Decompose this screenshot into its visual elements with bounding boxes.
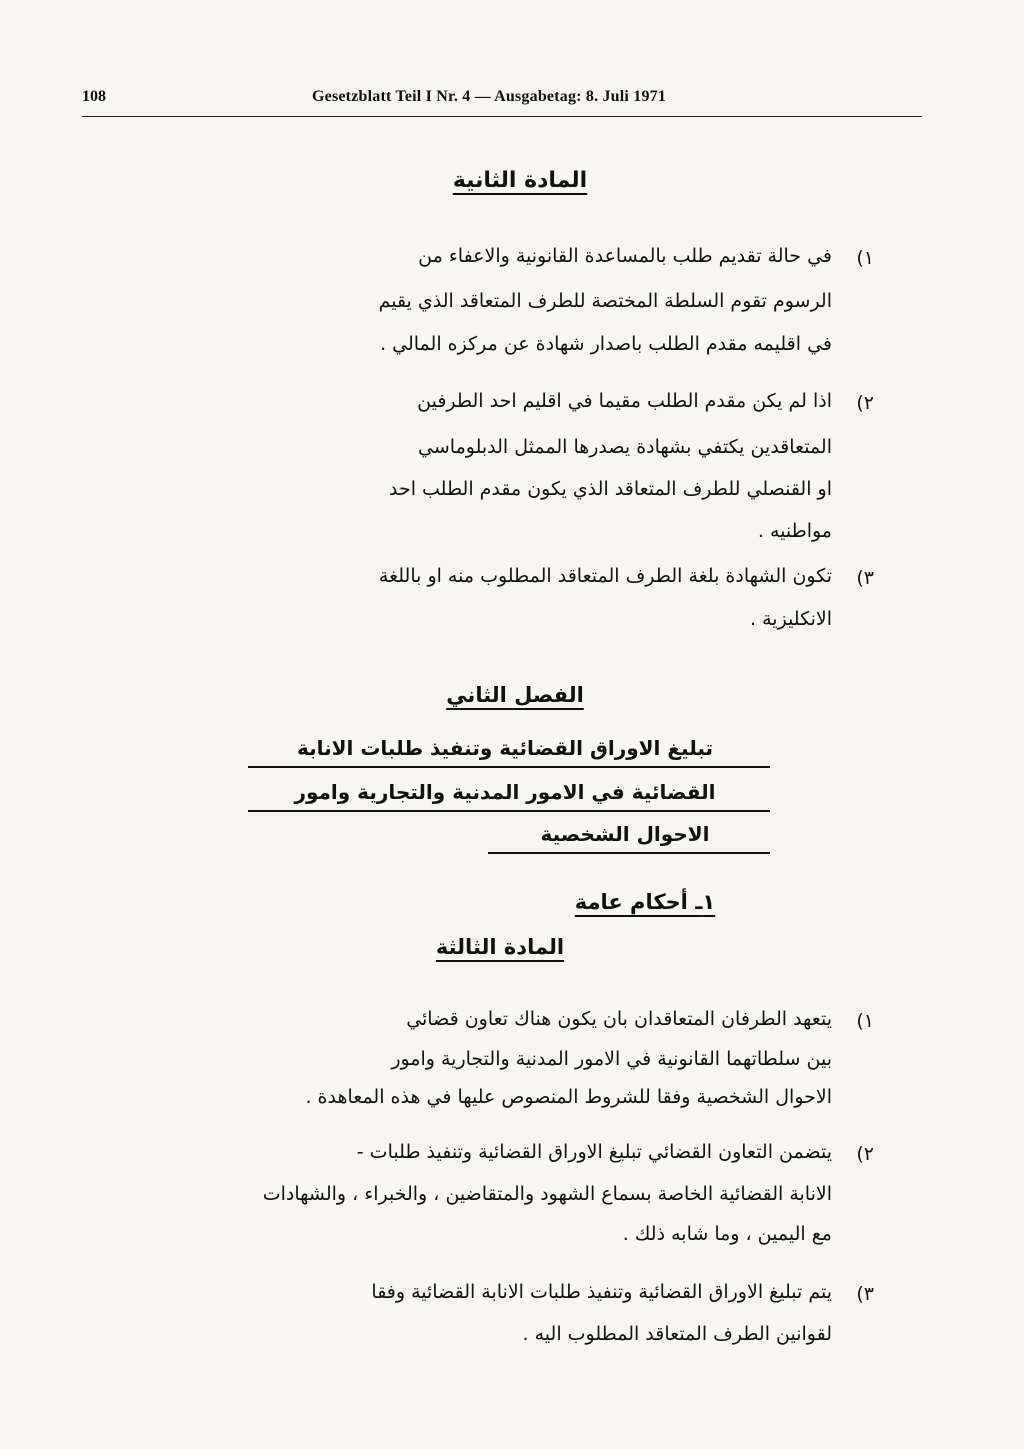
gazette-title: Gesetzblatt Teil I Nr. 4 — Ausgabetag: 8. Juli 1971: [312, 88, 667, 105]
chapter-subtitle-line: القضائية في الامور المدنية والتجارية وامور: [294, 780, 716, 804]
paragraph-line: الاحوال الشخصية وفقا للشروط المنصوص عليها في هذه المعاهدة .: [305, 1086, 832, 1108]
paragraph-line: في اقليمه مقدم الطلب باصدار شهادة عن مركزه المالي .: [380, 333, 832, 355]
article-two-heading: المادة الثانية: [452, 168, 588, 193]
paragraph-line: يتم تبليغ الاوراق القضائية وتنفيذ طلبات الانابة القضائية وفقا: [371, 1281, 832, 1303]
paragraph-line: الرسوم تقوم السلطة المختصة للطرف المتعاقد الذي يقيم: [378, 290, 832, 312]
page-number: 108: [82, 88, 106, 105]
subtitle-rule: [488, 852, 770, 854]
paragraph-line: لقوانين الطرف المتعاقد المطلوب اليه .: [522, 1323, 832, 1345]
paragraph-line: مع اليمين ، وما شابه ذلك .: [622, 1223, 832, 1245]
subtitle-rule: [248, 766, 770, 768]
general-provisions-heading: ١ـ أحكام عامة: [574, 890, 716, 914]
paragraph-line: اذا لم يكن مقدم الطلب مقيما في اقليم احد الطرفين: [417, 390, 832, 412]
article-three-heading: المادة الثالثة: [435, 935, 565, 959]
item-number: ١): [856, 247, 874, 269]
item-number: ٣): [856, 567, 874, 589]
paragraph-line: بين سلطاتهما القانونية في الامور المدنية والتجارية وامور: [391, 1048, 832, 1070]
chapter-subtitle-line: الاحوال الشخصية: [540, 822, 710, 846]
paragraph-line: المتعاقدين يكتفي بشهادة يصدرها الممثل الدبلوماسي: [418, 436, 832, 458]
paragraph-line: في حالة تقديم طلب بالمساعدة القانونية والاعفاء من: [418, 245, 832, 267]
chapter-subtitle-line: تبليغ الاوراق القضائية وتنفيذ طلبات الانابة: [296, 736, 714, 760]
page-header: [82, 88, 922, 112]
item-number: ١): [856, 1010, 874, 1032]
paragraph-line: الانكليزية .: [750, 608, 832, 630]
subtitle-rule: [248, 810, 770, 812]
item-number: ٣): [856, 1283, 874, 1305]
paragraph-line: يتضمن التعاون القضائي تبليغ الاوراق القضائية وتنفيذ طلبات -: [356, 1141, 832, 1163]
paragraph-line: او القنصلي للطرف المتعاقد الذي يكون مقدم الطلب احد: [388, 478, 832, 500]
paragraph-line: تكون الشهادة بلغة الطرف المتعاقد المطلوب منه او باللغة: [378, 565, 832, 587]
paragraph-line: الانابة القضائية الخاصة بسماع الشهود والمتقاضين ، والخبراء ، والشهادات: [262, 1183, 832, 1205]
header-divider: [82, 116, 922, 117]
paragraph-line: مواطنيه .: [757, 520, 832, 542]
item-number: ٢): [856, 392, 874, 414]
paragraph-line: يتعهد الطرفان المتعاقدان بان يكون هناك تعاون قضائي: [406, 1008, 832, 1030]
chapter-two-heading: الفصل الثاني: [446, 683, 584, 707]
item-number: ٢): [856, 1143, 874, 1165]
